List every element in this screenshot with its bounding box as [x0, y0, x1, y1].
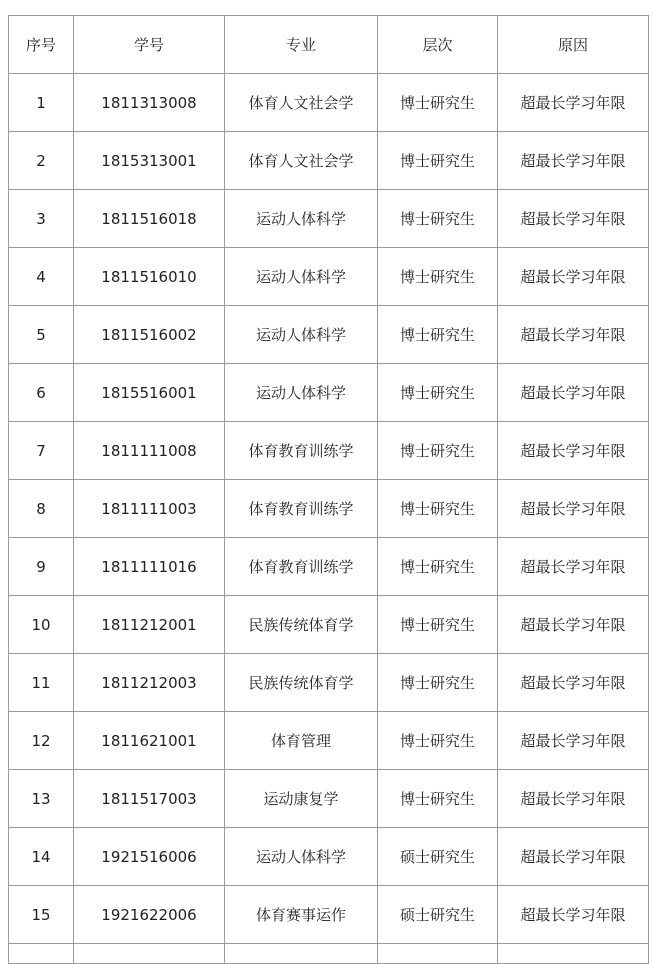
header-level: 层次 — [378, 16, 498, 74]
cell-reason: 超最长学习年限 — [498, 770, 649, 828]
cell-level: 硕士研究生 — [378, 886, 498, 944]
cell-level: 博士研究生 — [378, 654, 498, 712]
cell-index: 7 — [9, 422, 74, 480]
cell-student-id: 1815516001 — [74, 364, 225, 422]
cell-empty — [74, 944, 225, 964]
cell-major: 民族传统体育学 — [225, 654, 378, 712]
cell-reason: 超最长学习年限 — [498, 596, 649, 654]
cell-major: 运动人体科学 — [225, 364, 378, 422]
table-row — [9, 654, 649, 712]
cell-major: 运动人体科学 — [225, 306, 378, 364]
cell-reason: 超最长学习年限 — [498, 306, 649, 364]
cell-index: 10 — [9, 596, 74, 654]
cell-empty — [378, 944, 498, 964]
header-student-id: 学号 — [74, 16, 225, 74]
cell-level: 博士研究生 — [378, 422, 498, 480]
table-row — [9, 132, 649, 190]
cell-reason: 超最长学习年限 — [498, 712, 649, 770]
table-row — [9, 596, 649, 654]
cell-major: 体育管理 — [225, 712, 378, 770]
cell-level: 博士研究生 — [378, 538, 498, 596]
cell-student-id: 1811516002 — [74, 306, 225, 364]
cell-major: 体育教育训练学 — [225, 480, 378, 538]
table-row-partial — [9, 944, 649, 964]
cell-empty — [225, 944, 378, 964]
dismissal-table-container — [8, 15, 648, 964]
cell-level: 博士研究生 — [378, 248, 498, 306]
table-row — [9, 770, 649, 828]
cell-level: 博士研究生 — [378, 132, 498, 190]
cell-student-id: 1811111003 — [74, 480, 225, 538]
cell-reason: 超最长学习年限 — [498, 422, 649, 480]
cell-level: 博士研究生 — [378, 364, 498, 422]
header-index: 序号 — [9, 16, 74, 74]
cell-student-id: 1811313008 — [74, 74, 225, 132]
cell-student-id: 1815313001 — [74, 132, 225, 190]
cell-major: 体育赛事运作 — [225, 886, 378, 944]
cell-level: 博士研究生 — [378, 712, 498, 770]
cell-reason: 超最长学习年限 — [498, 190, 649, 248]
cell-reason: 超最长学习年限 — [498, 74, 649, 132]
cell-level: 博士研究生 — [378, 306, 498, 364]
cell-index: 1 — [9, 74, 74, 132]
table-row — [9, 364, 649, 422]
cell-reason: 超最长学习年限 — [498, 364, 649, 422]
cell-index: 4 — [9, 248, 74, 306]
cell-major: 体育教育训练学 — [225, 538, 378, 596]
cell-index: 12 — [9, 712, 74, 770]
table-row — [9, 480, 649, 538]
cell-index: 15 — [9, 886, 74, 944]
table-body — [9, 74, 649, 964]
header-major: 专业 — [225, 16, 378, 74]
cell-level: 博士研究生 — [378, 74, 498, 132]
table-header-row — [9, 16, 649, 74]
cell-index: 14 — [9, 828, 74, 886]
header-reason: 原因 — [498, 16, 649, 74]
cell-empty — [498, 944, 649, 964]
cell-level: 博士研究生 — [378, 190, 498, 248]
cell-level: 博士研究生 — [378, 596, 498, 654]
table-row — [9, 712, 649, 770]
cell-student-id: 1811516018 — [74, 190, 225, 248]
cell-student-id: 1811516010 — [74, 248, 225, 306]
cell-student-id: 1921516006 — [74, 828, 225, 886]
cell-major: 运动人体科学 — [225, 828, 378, 886]
cell-reason: 超最长学习年限 — [498, 248, 649, 306]
cell-reason: 超最长学习年限 — [498, 538, 649, 596]
cell-reason: 超最长学习年限 — [498, 828, 649, 886]
cell-index: 8 — [9, 480, 74, 538]
cell-index: 6 — [9, 364, 74, 422]
cell-reason: 超最长学习年限 — [498, 480, 649, 538]
cell-student-id: 1811212001 — [74, 596, 225, 654]
table-row — [9, 886, 649, 944]
table-row — [9, 538, 649, 596]
cell-major: 运动人体科学 — [225, 190, 378, 248]
cell-index: 9 — [9, 538, 74, 596]
table-row — [9, 190, 649, 248]
cell-level: 博士研究生 — [378, 770, 498, 828]
cell-level: 博士研究生 — [378, 480, 498, 538]
table-row — [9, 422, 649, 480]
cell-student-id: 1811111008 — [74, 422, 225, 480]
cell-student-id: 1811621001 — [74, 712, 225, 770]
cell-major: 运动人体科学 — [225, 248, 378, 306]
cell-major: 运动康复学 — [225, 770, 378, 828]
cell-empty — [9, 944, 74, 964]
cell-index: 5 — [9, 306, 74, 364]
cell-student-id: 1811111016 — [74, 538, 225, 596]
cell-index: 13 — [9, 770, 74, 828]
cell-major: 民族传统体育学 — [225, 596, 378, 654]
dismissal-table — [8, 15, 649, 964]
cell-student-id: 1811517003 — [74, 770, 225, 828]
cell-reason: 超最长学习年限 — [498, 886, 649, 944]
cell-major: 体育教育训练学 — [225, 422, 378, 480]
cell-index: 11 — [9, 654, 74, 712]
cell-index: 3 — [9, 190, 74, 248]
cell-major: 体育人文社会学 — [225, 132, 378, 190]
cell-level: 硕士研究生 — [378, 828, 498, 886]
table-row — [9, 248, 649, 306]
cell-student-id: 1811212003 — [74, 654, 225, 712]
cell-major: 体育人文社会学 — [225, 74, 378, 132]
cell-index: 2 — [9, 132, 74, 190]
cell-reason: 超最长学习年限 — [498, 654, 649, 712]
table-row — [9, 74, 649, 132]
cell-student-id: 1921622006 — [74, 886, 225, 944]
table-row — [9, 828, 649, 886]
table-row — [9, 306, 649, 364]
cell-reason: 超最长学习年限 — [498, 132, 649, 190]
